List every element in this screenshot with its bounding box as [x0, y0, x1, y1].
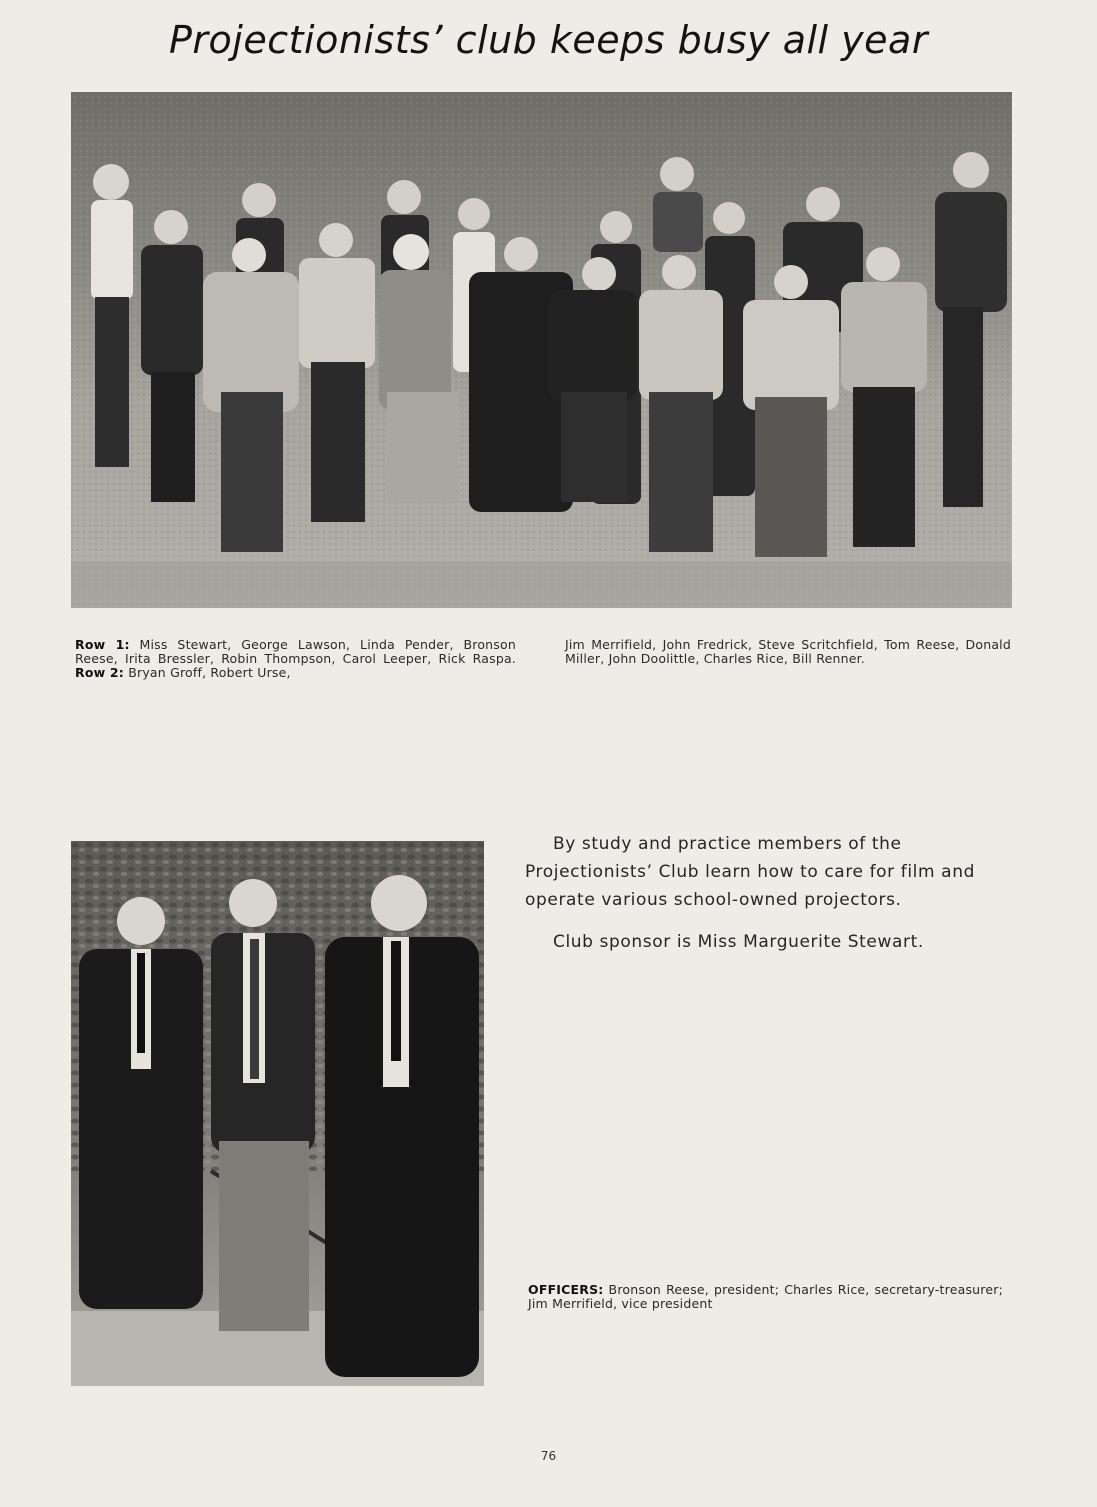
officers-photo — [71, 841, 484, 1386]
group-photo — [71, 92, 1012, 608]
article-text — [525, 830, 995, 970]
row1-names: Miss Stewart, George Lawson, Linda Pender, Bronson Reese, Irita Bressler, Robin Thompson, Carol Leeper, Rick Raspa. — [75, 637, 516, 666]
row2-label: Row 2: — [75, 665, 125, 680]
officers-names: Bronson Reese, president; Charles Rice, secretary-treasurer; Jim Merrifield, vice president — [528, 1282, 1003, 1311]
article-paragraph-2: Club sponsor is Miss Marguerite Stewart. — [553, 932, 924, 952]
row2-names-part1: Bryan Groff, Robert Urse, — [128, 665, 291, 680]
article-paragraph-1: By study and practice members of the Projectionists’ Club learn how to care for film and operate various school-owned projectors. — [525, 834, 975, 910]
group-photo-caption-left — [75, 638, 516, 680]
group-photo-image — [71, 92, 1012, 608]
group-photo-caption-right — [565, 638, 1011, 666]
officers-label: OFFICERS: — [528, 1282, 604, 1297]
page-number: 76 — [540, 1449, 557, 1463]
page-title: Projectionists’ club keeps busy all year — [169, 18, 928, 62]
row1-label: Row 1: — [75, 637, 130, 652]
row2-names-part2: Jim Merrifield, John Fredrick, Steve Scritchfield, Tom Reese, Donald Miller, John Doolittle, Charles Rice, Bill Renner. — [565, 637, 1011, 666]
officers-photo-image — [71, 841, 484, 1386]
officers-caption — [528, 1283, 1003, 1311]
